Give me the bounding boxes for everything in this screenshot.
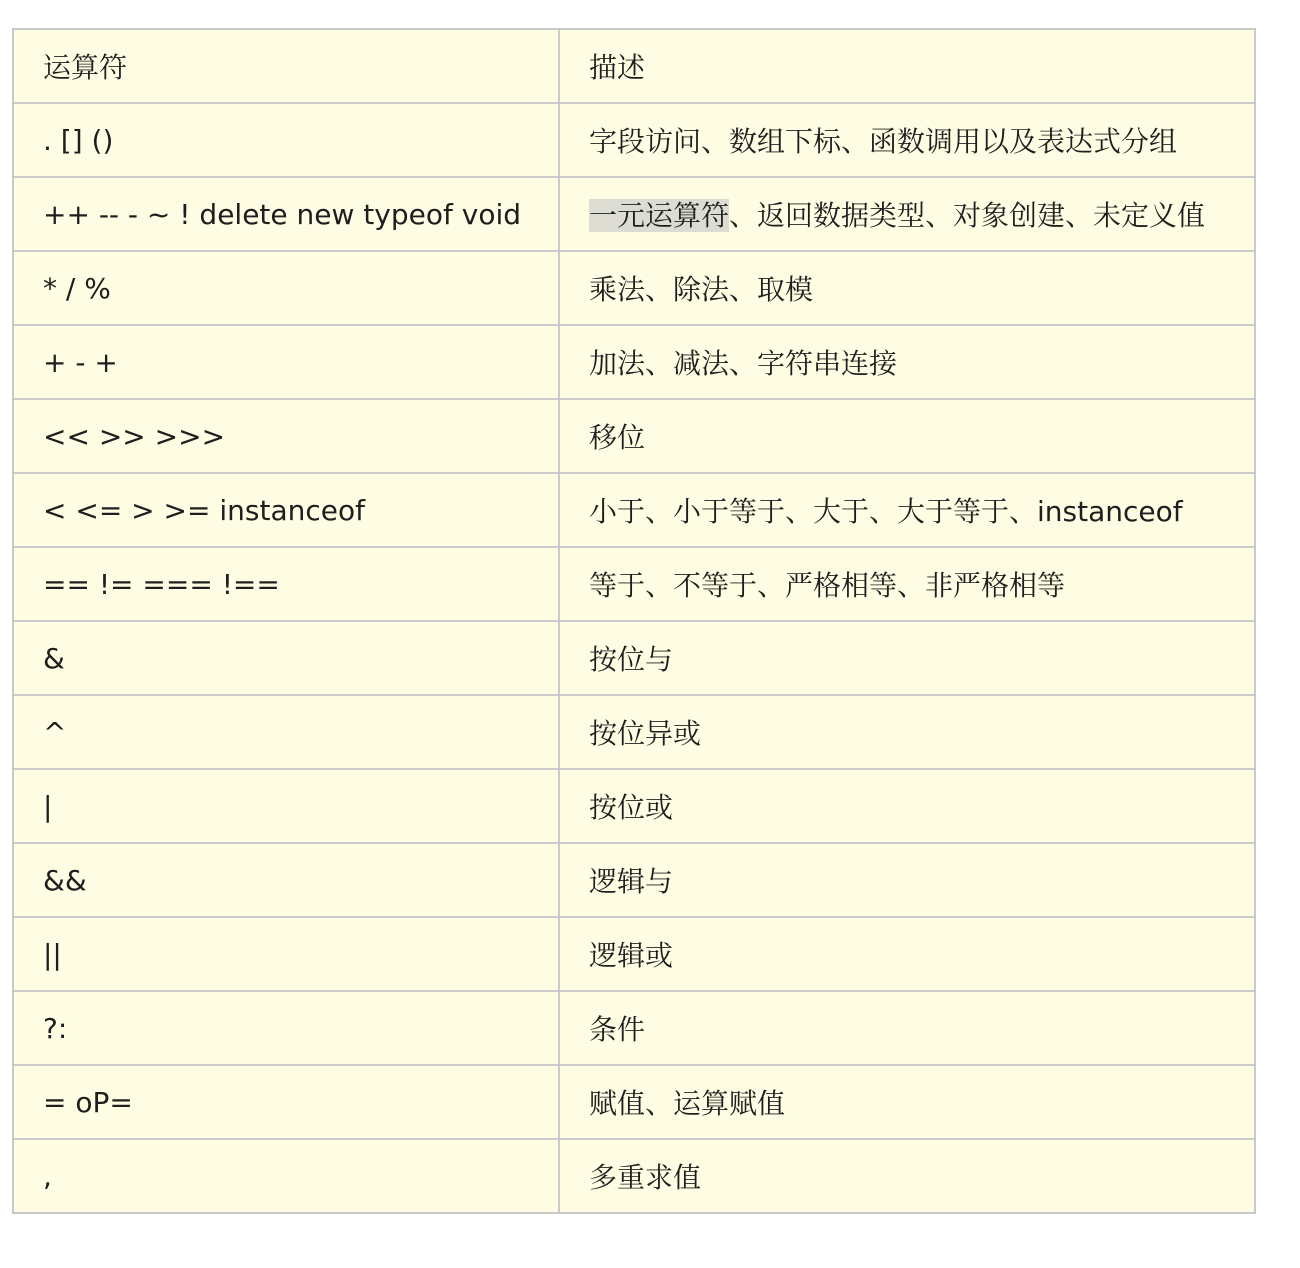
table-row <box>13 251 1255 325</box>
table-row <box>13 621 1255 695</box>
operator-cell: ?: <box>13 991 559 1065</box>
table-row <box>13 917 1255 991</box>
table-row <box>13 843 1255 917</box>
operator-cell: + - + <box>13 325 559 399</box>
header-operator: 运算符 <box>13 29 559 103</box>
description-cell: 等于、不等于、严格相等、非严格相等 <box>559 547 1255 621</box>
description-cell: 字段访问、数组下标、函数调用以及表达式分组 <box>559 103 1255 177</box>
description-cell: 按位与 <box>559 621 1255 695</box>
description-cell: 按位或 <box>559 769 1255 843</box>
description-cell: 逻辑或 <box>559 917 1255 991</box>
table-row <box>13 1139 1255 1213</box>
table-row <box>13 325 1255 399</box>
description-cell: 赋值、运算赋值 <box>559 1065 1255 1139</box>
operator-cell: < <= > >= instanceof <box>13 473 559 547</box>
description-cell: 小于、小于等于、大于、大于等于、instanceof <box>559 473 1255 547</box>
table-row <box>13 769 1255 843</box>
operator-cell: || <box>13 917 559 991</box>
selected-text-highlight: 一元运算符 <box>589 199 730 232</box>
operator-cell: | <box>13 769 559 843</box>
table-row <box>13 473 1255 547</box>
description-cell: 乘法、除法、取模 <box>559 251 1255 325</box>
operator-cell: * / % <box>13 251 559 325</box>
operator-precedence-table <box>12 28 1256 1214</box>
table-row <box>13 1065 1255 1139</box>
operator-cell: ++ -- - ~ ! delete new typeof void <box>13 177 559 251</box>
description-cell: 条件 <box>559 991 1255 1065</box>
description-cell: 加法、减法、字符串连接 <box>559 325 1255 399</box>
description-cell: 逻辑与 <box>559 843 1255 917</box>
operator-cell: << >> >>> <box>13 399 559 473</box>
operator-cell: & <box>13 621 559 695</box>
description-text: 、返回数据类型、对象创建、未定义值 <box>729 199 1206 232</box>
operator-cell: == != === !== <box>13 547 559 621</box>
description-cell <box>559 177 1255 251</box>
table-row <box>13 547 1255 621</box>
table-header-row <box>13 29 1255 103</box>
operator-cell: && <box>13 843 559 917</box>
table-row <box>13 177 1255 251</box>
description-cell: 按位异或 <box>559 695 1255 769</box>
operator-cell: , <box>13 1139 559 1213</box>
description-cell: 移位 <box>559 399 1255 473</box>
description-cell: 多重求值 <box>559 1139 1255 1213</box>
operator-cell: . [] () <box>13 103 559 177</box>
operator-cell: ^ <box>13 695 559 769</box>
table-row <box>13 991 1255 1065</box>
table-row <box>13 695 1255 769</box>
table-row <box>13 399 1255 473</box>
table-row <box>13 103 1255 177</box>
operator-cell: = oP= <box>13 1065 559 1139</box>
header-description: 描述 <box>559 29 1255 103</box>
